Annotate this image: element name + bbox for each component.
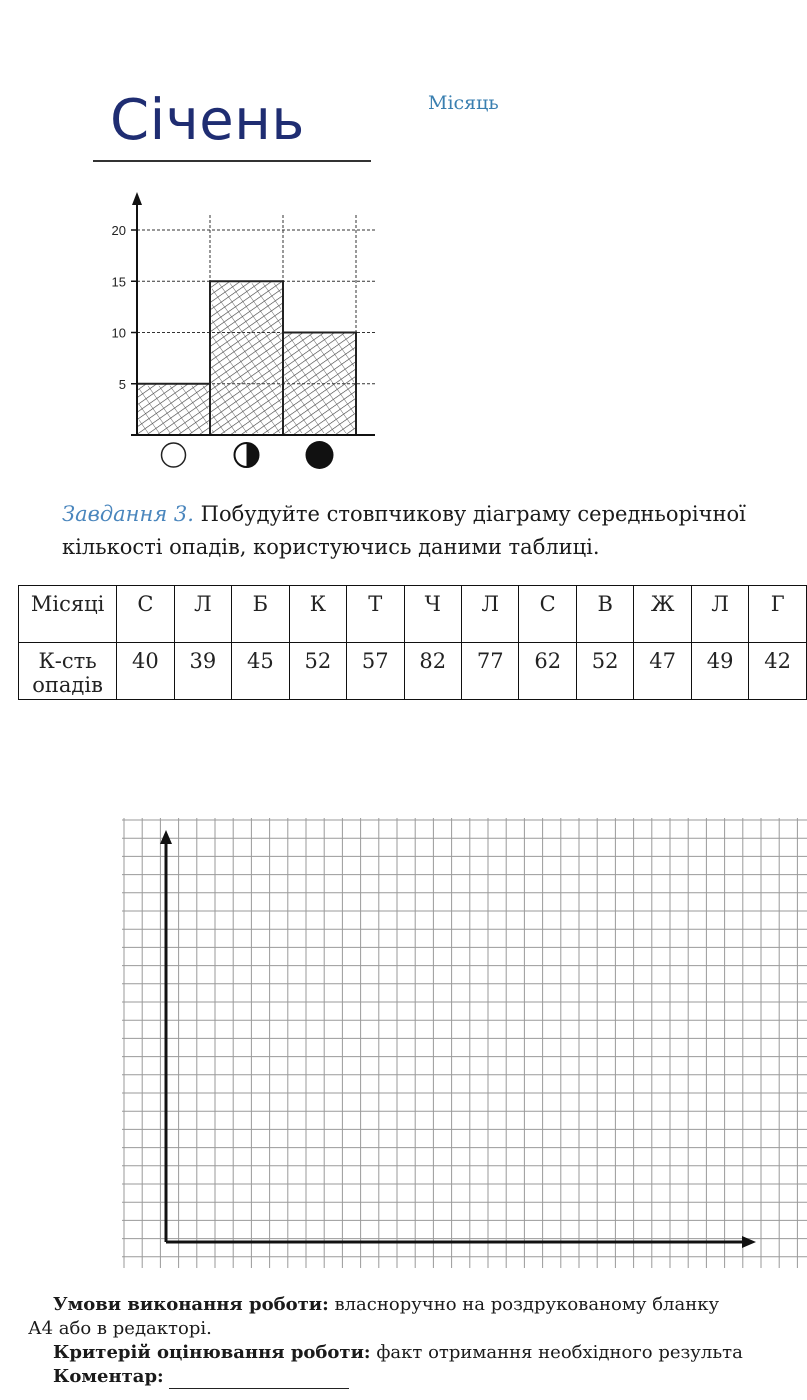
empty-circle-icon	[162, 443, 186, 467]
conditions-label: Умови виконання роботи:	[53, 1294, 329, 1315]
comment-line	[28, 1365, 807, 1389]
task-text-line2: кількості опадів, користуючись даними таблиці.	[62, 535, 600, 559]
y-tick-label: 20	[111, 223, 126, 238]
table-cell-value: 47	[634, 643, 691, 700]
blank-x-axis-arrow-icon	[742, 1236, 756, 1248]
table-cell-value: 82	[404, 643, 461, 700]
header-amount-line1: К-сть	[38, 649, 97, 673]
graph-paper-grid	[122, 818, 807, 1268]
table-cell-month: Л	[691, 586, 748, 643]
precipitation-table	[18, 585, 807, 700]
half-filled-circle-icon	[235, 443, 259, 467]
table-cell-value: 52	[576, 643, 633, 700]
assignment-footer	[28, 1293, 807, 1389]
blank-y-axis-arrow-icon	[160, 830, 172, 844]
table-header-amount	[19, 643, 117, 700]
filled-circle-icon	[306, 441, 334, 469]
criteria-line	[28, 1341, 807, 1365]
criteria-label: Критерій оцінювання роботи:	[53, 1342, 371, 1363]
task-text-line1: Побудуйте стовпчикову діаграму середньорічної	[200, 502, 746, 526]
table-cell-month: К	[289, 586, 346, 643]
table-cell-value: 40	[117, 643, 174, 700]
table-row-values	[19, 643, 807, 700]
table-cell-month: Л	[174, 586, 231, 643]
task-statement	[62, 498, 807, 564]
bar-shading	[212, 283, 281, 433]
criteria-text: факт отримання необхідного результа	[376, 1342, 743, 1363]
example-cloudiness-bar-chart	[95, 185, 395, 480]
table-cell-month: Б	[232, 586, 289, 643]
y-axis-arrow-icon	[132, 192, 142, 205]
table-cell-value: 62	[519, 643, 576, 700]
task-number: Завдання 3.	[62, 502, 194, 526]
month-field-label: Місяць	[428, 92, 499, 114]
y-tick-label: 10	[111, 325, 126, 341]
table-cell-value: 57	[347, 643, 404, 700]
bar-shading	[285, 335, 354, 434]
blank-graph-paper	[122, 818, 807, 1268]
table-cell-month: Т	[347, 586, 404, 643]
table-cell-month: В	[576, 586, 633, 643]
table-header-months: Місяці	[19, 586, 117, 643]
table-cell-value: 77	[462, 643, 519, 700]
header-amount-line2: опадів	[32, 673, 103, 697]
comment-blank-field	[169, 1370, 349, 1389]
table-cell-value: 45	[232, 643, 289, 700]
table-cell-month: Ж	[634, 586, 691, 643]
month-underline	[93, 160, 371, 162]
table-cell-month: Л	[462, 586, 519, 643]
table-cell-value: 42	[749, 643, 807, 700]
conditions-line	[28, 1293, 807, 1317]
table-cell-month: Ч	[404, 586, 461, 643]
bar-shading	[139, 386, 208, 433]
chart-category-icons	[162, 441, 334, 469]
handwritten-month-title: Січень	[110, 88, 305, 153]
y-tick-label: 5	[118, 376, 126, 392]
y-tick-label: 15	[111, 274, 126, 290]
comment-label: Коментар:	[53, 1366, 164, 1387]
chart-bars	[137, 281, 356, 435]
table-cell-month: С	[117, 586, 174, 643]
conditions-text: власноручно на роздрукованому бланку	[334, 1294, 720, 1315]
chart-tick-labels	[112, 223, 137, 392]
table-row-months	[19, 586, 807, 643]
table-cell-value: 52	[289, 643, 346, 700]
table-cell-month: Г	[749, 586, 807, 643]
table-cell-value: 49	[691, 643, 748, 700]
table-cell-value: 39	[174, 643, 231, 700]
conditions-line2: А4 або в редакторі.	[28, 1318, 212, 1339]
table-cell-month: С	[519, 586, 576, 643]
